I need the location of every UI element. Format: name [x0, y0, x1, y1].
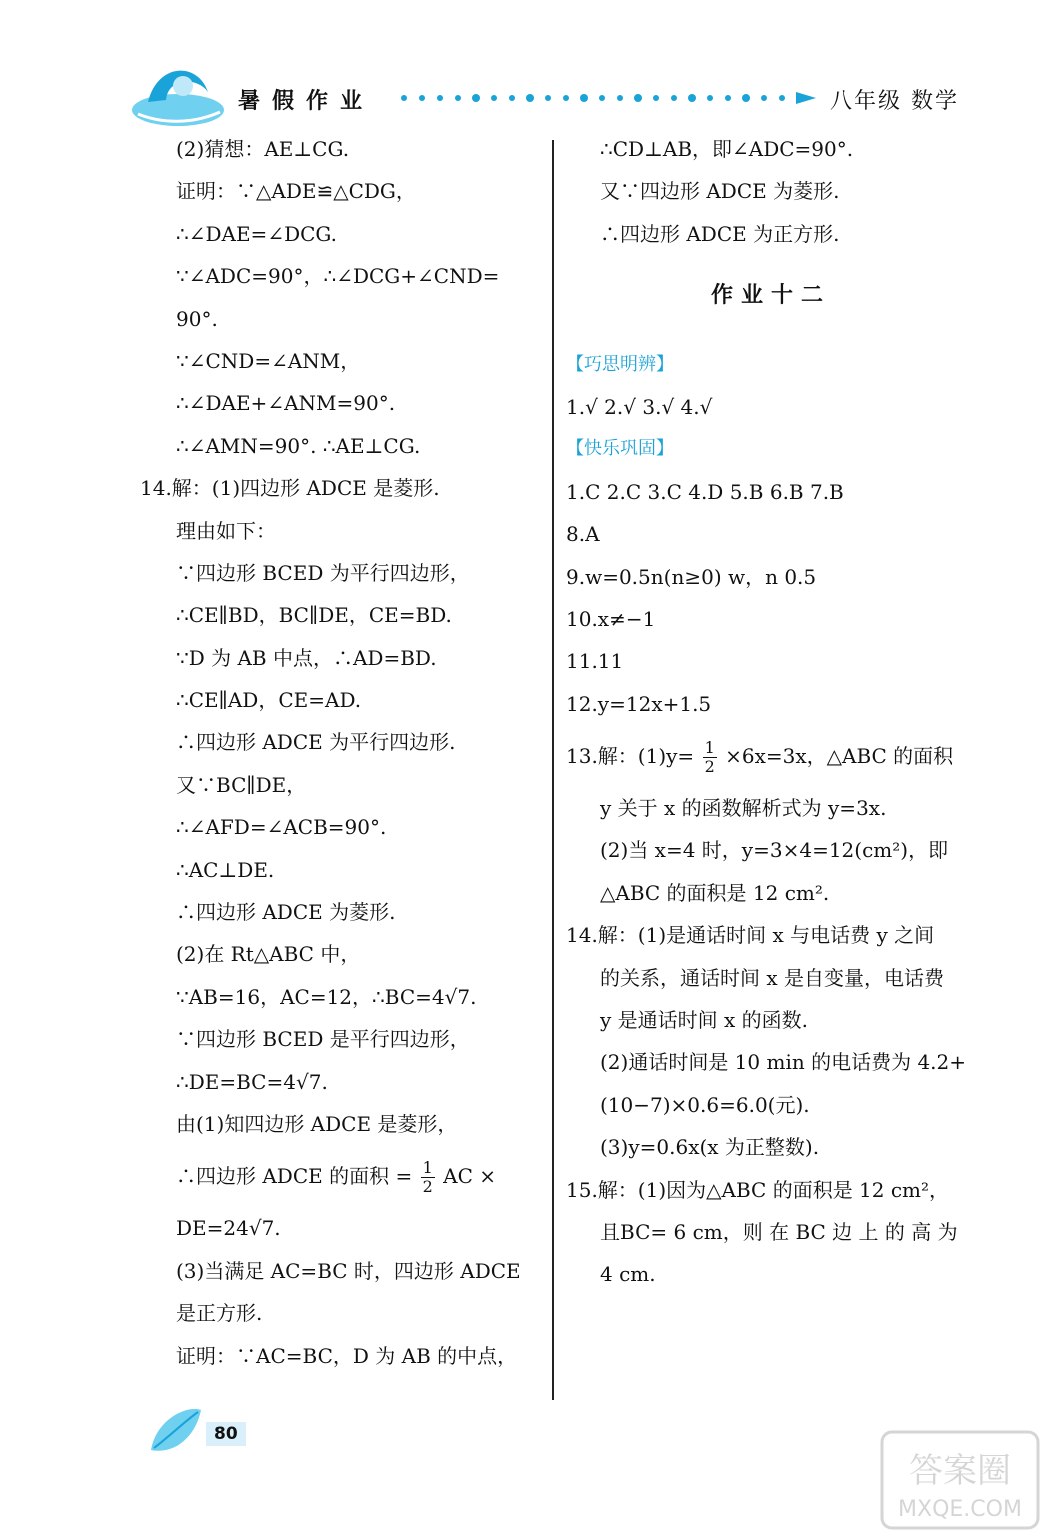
text-line: 理由如下： — [176, 518, 276, 543]
fraction-numerator: 1 — [704, 738, 715, 758]
text-line: (3)当满足 AC=BC 时，四边形 ADCE — [176, 1258, 521, 1283]
watermark-title: 答案圈 — [909, 1451, 1011, 1491]
text-line: 证明：∵△ADE≌△CDG， — [176, 179, 416, 204]
text-fragment: ×6x=3x，△ABC 的面积 — [725, 744, 954, 769]
text-line: 又∵四边形 ADCE 为菱形. — [600, 179, 840, 204]
page-header — [0, 0, 1051, 140]
text-line: (10−7)×0.6=6.0(元). — [600, 1092, 810, 1117]
text-line: 是正方形. — [176, 1301, 263, 1326]
right-column — [566, 128, 976, 1296]
area-formula-line — [140, 1145, 550, 1207]
text-line: 的关系，通话时间 x 是自变量，电话费 — [600, 965, 944, 990]
text-fragment: 13.解：(1)y= — [566, 744, 695, 769]
text-line: (2)猜想：AE⊥CG. — [176, 137, 350, 161]
text-line: y 关于 x 的函数解析式为 y=3x. — [600, 796, 887, 821]
text-line: 90°. — [176, 306, 218, 331]
fraction-denominator: 2 — [704, 757, 715, 777]
text-line: ∴CE∥BD，BC∥DE，CE=BD. — [176, 603, 452, 628]
text-line: ∵D 为 AB 中点，∴AD=BD. — [176, 645, 437, 670]
tag-qiaosi-mingbian: 【巧思明辨】 — [566, 353, 674, 375]
fraction-one-half — [421, 1159, 435, 1196]
fraction-denominator: 2 — [422, 1177, 433, 1197]
text-line: ∴四边形 ADCE 为菱形. — [176, 900, 396, 925]
text-line: 由(1)知四边形 ADCE 是菱形， — [176, 1111, 458, 1136]
text-line: ∵四边形 BCED 为平行四边形， — [176, 560, 470, 585]
text-line: ∴∠DAE+∠ANM=90°. — [176, 391, 396, 416]
dotted-arrow-decoration — [398, 92, 818, 104]
text-line: ∴∠AFD=∠ACB=90°. — [176, 815, 387, 840]
text-line: 证明：∵AC=BC，D 为 AB 的中点， — [176, 1343, 518, 1368]
text-line: △ABC 的面积是 12 cm². — [600, 880, 830, 905]
column-divider — [552, 140, 554, 1400]
answers-line: 10.x≠−1 — [566, 606, 656, 631]
page-number: 80 — [206, 1422, 246, 1446]
answers-line: 9.w=0.5n(n≥0) w，n 0.5 — [566, 564, 817, 589]
left-column — [140, 128, 550, 1377]
answers-judgement: 1.√ 2.√ 3.√ 4.√ — [566, 394, 713, 419]
text-line: ∴四边形 ADCE 为正方形. — [600, 221, 840, 246]
grade-subject: 八年级 数学 — [830, 89, 959, 114]
text-line: ∵四边形 BCED 是平行四边形， — [176, 1027, 470, 1052]
text-line: 又∵BC∥DE， — [176, 772, 307, 797]
question-14-right: 14.解：(1)是通话时间 x 与电话费 y 之间 — [566, 923, 935, 948]
text-line: 4 cm. — [600, 1262, 656, 1287]
fraction-numerator: 1 — [422, 1158, 433, 1178]
answers-line: 11.11 — [566, 649, 624, 674]
text-line: (3)y=0.6x(x 为正整数). — [600, 1135, 820, 1160]
answers-line: 12.y=12x+1.5 — [566, 691, 712, 716]
text-fragment: ∴四边形 ADCE 的面积 = — [176, 1164, 413, 1189]
fraction-one-half — [703, 739, 717, 776]
swirl-logo-icon — [128, 52, 228, 132]
text-line: (2)在 Rt△ABC 中， — [176, 942, 361, 967]
text-line: ∵∠ADC=90°，∴∠DCG+∠CND= — [176, 264, 500, 289]
section-title: 作业十二 — [710, 283, 831, 309]
header-title: 暑假作业 — [238, 89, 375, 114]
text-line: y 是通话时间 x 的函数. — [600, 1008, 809, 1033]
watermark-url: MXQE.COM — [898, 1497, 1022, 1522]
text-line: ∵∠CND=∠ANM， — [176, 348, 361, 373]
text-fragment: AC × — [443, 1164, 496, 1189]
tag-kuaile-gonggu: 【快乐巩固】 — [566, 438, 674, 460]
question-13-line — [566, 725, 976, 787]
text-line: ∴CE∥AD，CE=AD. — [176, 688, 362, 713]
text-line: ∴AC⊥DE. — [176, 857, 275, 882]
text-line: ∴CD⊥AB，即∠ADC=90°. — [600, 137, 854, 161]
text-line: DE=24√7. — [176, 1216, 281, 1241]
text-line: ∵AB=16，AC=12，∴BC=4√7. — [176, 984, 477, 1009]
text-line: (2)通话时间是 10 min 的电话费为 4.2+ — [600, 1050, 967, 1075]
leaf-icon — [146, 1400, 206, 1460]
question-14: 14.解：(1)四边形 ADCE 是菱形. — [140, 476, 440, 501]
answers-line: 1.C 2.C 3.C 4.D 5.B 6.B 7.B — [566, 479, 844, 504]
text-line: ∴∠DAE=∠DCG. — [176, 221, 338, 246]
text-line: ∴∠AMN=90°. ∴AE⊥CG. — [176, 433, 421, 458]
answers-line: 8.A — [566, 522, 600, 547]
text-line: ∴四边形 ADCE 为平行四边形. — [176, 730, 456, 755]
question-15: 15.解：(1)因为△ABC 的面积是 12 cm²， — [566, 1177, 950, 1202]
text-line: 且BC= 6 cm，则 在 BC 边 上 的 高 为 — [600, 1220, 958, 1244]
text-line: ∴DE=BC=4√7. — [176, 1069, 328, 1094]
watermark-logo-icon — [880, 1430, 1040, 1530]
text-line: (2)当 x=4 时，y=3×4=12(cm²)，即 — [600, 838, 949, 863]
